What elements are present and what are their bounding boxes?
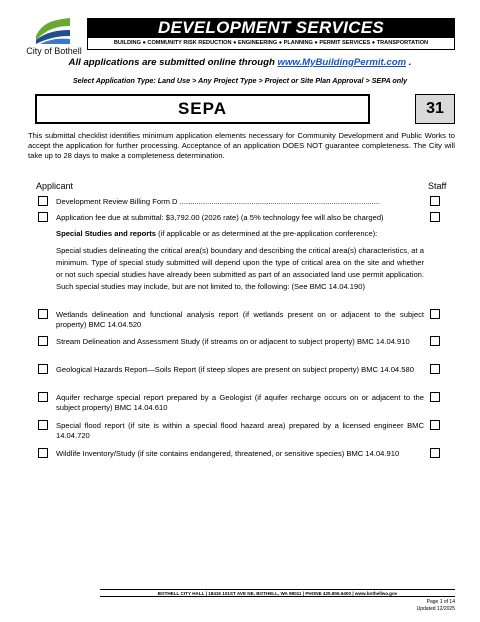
staff-checkbox-aquifer[interactable] [430, 392, 440, 402]
city-logo-mark-icon [36, 14, 70, 44]
staff-checkbox-wildlife[interactable] [430, 448, 440, 458]
checklist-item-aquifer: Aquifer recharge special report prepared by a Geologist (if aquifer recharge occurs on or adjacent to the subject property) BMC 14.04.610 [56, 393, 424, 412]
staff-checkbox-flood[interactable] [430, 420, 440, 430]
checklist-item-billing-form: Development Review Billing Form D ............................................................................................... [56, 197, 381, 206]
checklist-item-application-fee: Application fee due at submittal: $3,792.00 (2026 rate) (a 5% technology fee will also be charged) [56, 213, 384, 222]
applicant-checkbox-billing-form[interactable] [38, 196, 48, 206]
applicant-checkbox-flood[interactable] [38, 420, 48, 430]
intro-paragraph: This submittal checklist identifies minimum application elements necessary for Community Development and Public Works to accept the application for further processing. Acceptance of an application DOES NOT guarantee completeness. The City will take up to 28 days to make a completeness determination. [28, 131, 455, 160]
applicant-checkbox-application-fee[interactable] [38, 212, 48, 222]
staff-checkbox-geological[interactable] [430, 364, 440, 374]
applicant-column-header: Applicant [36, 181, 74, 191]
checklist-item-stream: Stream Delineation and Assessment Study (if streams on or adjacent to subject property) BMC 14.04.910 [56, 337, 410, 346]
banner-title: DEVELOPMENT SERVICES [87, 18, 455, 38]
staff-column-header: Staff [428, 181, 447, 191]
staff-checkbox-application-fee[interactable] [430, 212, 440, 222]
page-title: SEPA [35, 94, 370, 124]
applicant-checkbox-wildlife[interactable] [38, 448, 48, 458]
checklist-item-geological: Geological Hazards Report—Soils Report (if steep slopes are present on subject property) BMC 14.04.580 [56, 365, 414, 374]
special-studies-description: Special studies delineating the critical area(s) boundary and describing the critical area(s) characteristics, at a minimum. Type of special study submitted will depend upon the type of critical area on the site and whether or not such special studies have already been submitted as part of an associated land use permit application. Such special studies may include, but are not limited to, the following: (See BMC 14.04.190) [56, 246, 424, 291]
staff-checkbox-stream[interactable] [430, 336, 440, 346]
page-number: Page 1 of 14 [426, 599, 455, 605]
online-submission-line [0, 57, 480, 68]
staff-checkbox-billing-form[interactable] [430, 196, 440, 206]
applicant-checkbox-stream[interactable] [38, 336, 48, 346]
updated-date: Updated 12/2025 [416, 606, 455, 612]
applicant-checkbox-geological[interactable] [38, 364, 48, 374]
online-prefix: All applications are submitted online through [68, 57, 278, 68]
applicant-checkbox-wetlands[interactable] [38, 309, 48, 319]
applicant-checkbox-aquifer[interactable] [38, 392, 48, 402]
staff-checkbox-wetlands[interactable] [430, 309, 440, 319]
departments-line: BUILDING ● COMMUNITY RISK REDUCTION ● ENGINEERING ● PLANNING ● PERMIT SERVICES ● TRANSPORTATION [87, 38, 455, 50]
mybuildingpermit-link[interactable]: www.MyBuildingPermit.com [277, 57, 407, 68]
online-suffix: . [406, 57, 412, 68]
checklist-item-wetlands: Wetlands delineation and functional analysis report (if wetlands present on or adjacent to the subject property) BMC 14.04.520 [56, 310, 424, 329]
header-banner [87, 18, 455, 50]
special-studies-heading [56, 229, 424, 239]
checklist-item-wildlife: Wildlife Inventory/Study (if site contains endangered, threatened, or sensitive species) BMC 14.04.910 [56, 449, 400, 458]
special-studies-title: Special Studies and reports [56, 229, 157, 238]
checklist-item-flood: Special flood report (if site is within a special flood hazard area) prepared by a licensed engineer BMC 14.04.720 [56, 421, 424, 440]
city-name: City of Bothell [26, 46, 82, 56]
checklist-number: 31 [415, 94, 455, 124]
select-instructions: Select Application Type: Land Use > Any Project Type > Project or Site Plan Approval > SEPA only [72, 76, 408, 85]
footer-address: BOTHELL CITY HALL | 18415 101ST AVE NE, BOTHELL, WA 98011 | PHONE 425.806.6400 | www.bothellwa.gov [100, 589, 455, 597]
special-studies-qualifier: (if applicable or as determined at the pre-application conference): [156, 229, 378, 238]
